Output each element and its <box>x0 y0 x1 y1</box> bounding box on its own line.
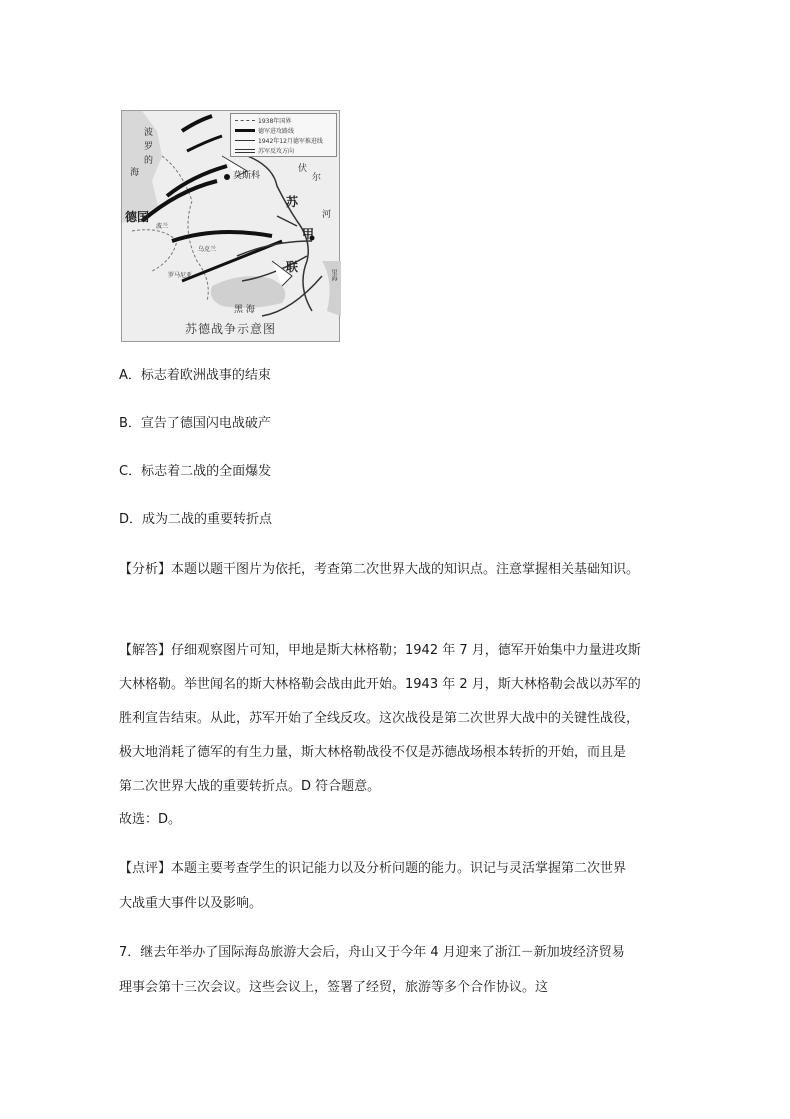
legend-item: 1942年12月德军推进线 <box>235 136 323 145</box>
attack-arrow-icon <box>235 129 255 132</box>
map-label-ukraine: 乌克兰 <box>198 246 217 253</box>
question7-line: 7．继去年举办了国际海岛旅游大会后，舟山又于今年 4 月迎来了浙江－新加坡经济贸易 <box>119 945 625 960</box>
answer-line: 【解答】仔细观察图片可知，甲地是斯大林格勒；1942 年 7 月，德军开始集中力量进攻斯 <box>119 643 641 658</box>
moscow-marker <box>224 174 230 180</box>
map-label: 尔 <box>312 173 322 183</box>
map-caption: 苏德战争示意图 <box>184 322 276 336</box>
map-label-su: 苏 <box>286 195 299 209</box>
german-attack-arrow-5 <box>182 116 212 131</box>
question7-line: 理事会第十三次会议。这些会议上，签署了经贸，旅游等多个合作协议。这 <box>119 980 549 995</box>
map-label: 波 <box>144 128 154 138</box>
baltic-sea-shape <box>122 111 162 223</box>
map-label-lian: 联 <box>286 260 299 274</box>
map-label: 的 <box>144 156 154 166</box>
map-label-caspian: 里海 <box>330 269 337 281</box>
front-line-icon <box>235 140 255 141</box>
legend-item: 1938年国界 <box>235 116 291 125</box>
legend-item: 德军进攻路线 <box>235 126 294 135</box>
map-label-poland: 波兰 <box>156 223 169 230</box>
legend-item: 苏军反攻方向 <box>235 146 294 155</box>
map-label-jia: 甲 <box>302 227 315 241</box>
map-label-moscow: 莫斯科 <box>233 171 261 181</box>
answer-choice: 故选：D。 <box>119 812 182 827</box>
black-sea-shape <box>211 276 286 308</box>
war-map-figure <box>121 110 340 342</box>
answer-line: 极大地消耗了德军的有生力量，斯大林格勒战役不仅是苏德战场根本转折的开始，而且是 <box>119 745 627 760</box>
comment-line: 大战重大事件以及影响。 <box>119 896 263 911</box>
answer-line: 第二次世界大战的重要转折点。D 符合题意。 <box>119 779 381 794</box>
map-label: 伏 <box>298 164 308 174</box>
map-label: 河 <box>322 210 332 220</box>
map-label-black-sea: 黑 海 <box>234 305 255 315</box>
map-label: 罗 <box>144 142 154 152</box>
option-c: C．标志着二战的全面爆发 <box>119 464 272 479</box>
counter-arrow-icon <box>235 149 255 153</box>
option-b: B．宣告了德国闪电战破产 <box>119 416 271 431</box>
option-d: D．成为二战的重要转折点 <box>119 512 273 527</box>
map-label: 海 <box>130 168 140 178</box>
comment-line: 【点评】本题主要考查学生的识记能力以及分析问题的能力。识记与灵活掌握第二次世界 <box>119 861 627 876</box>
answer-line: 胜利宣告结束。从此，苏军开始了全线反攻。这次战役是第二次世界大战中的关键性战役， <box>119 711 640 726</box>
map-legend <box>230 113 337 157</box>
german-attack-arrow-3 <box>172 232 272 241</box>
option-a: A．标志着欧洲战事的结束 <box>119 368 271 383</box>
analysis-paragraph: 【分析】本题以题干图片为依托，考查第二次世界大战的知识点。注意掌握相关基础知识。 <box>119 562 640 577</box>
border-line-icon <box>235 120 255 121</box>
map-label-romania: 罗马尼亚 <box>168 272 193 279</box>
map-label-germany: 德国 <box>125 210 150 224</box>
answer-line: 大林格勒。举世闻名的斯大林格勒会战由此开始。1943 年 2 月，斯大林格勒会战以苏军的 <box>119 677 641 692</box>
